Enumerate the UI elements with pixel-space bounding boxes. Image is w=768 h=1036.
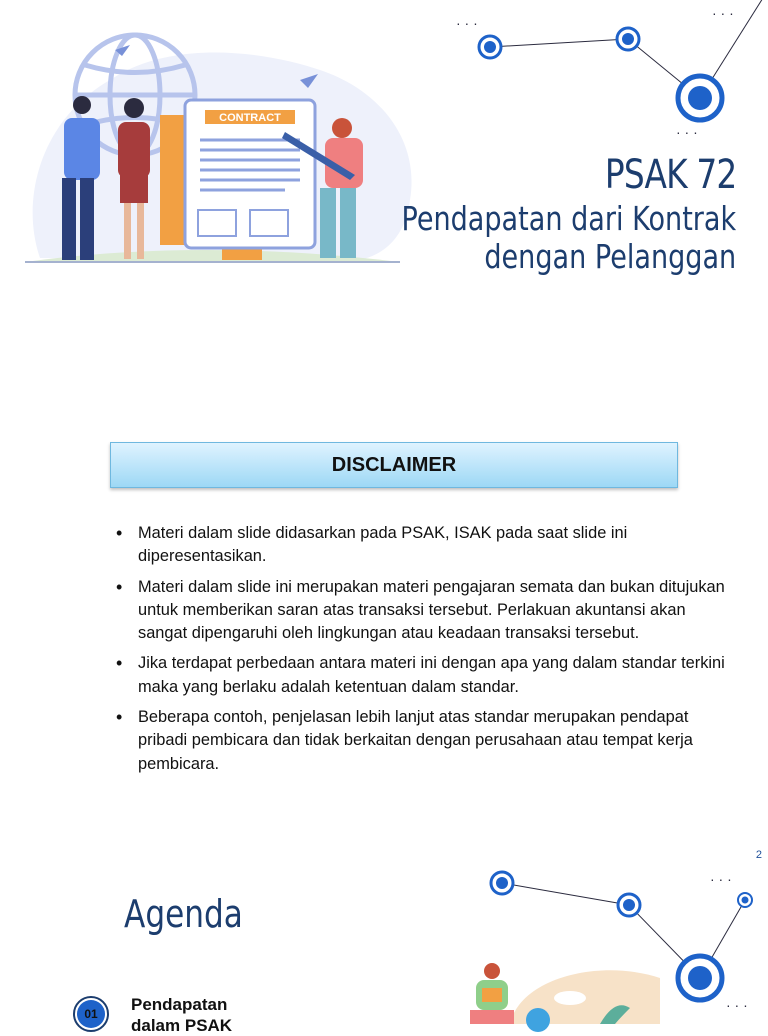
list-item: • Materi dalam slide didasarkan pada PSAK, ISAK pada saat slide ini diperesentasikan. <box>116 522 732 569</box>
reader-illustration <box>470 963 660 1032</box>
agenda-item-line-1: Pendapatan <box>131 995 228 1014</box>
list-item: • Jika terdapat perbedaan antara materi ini dengan apa yang dalam standar terkini maka yang berlaku adalah ketentuan dalam standar. <box>116 652 732 699</box>
contract-label: CONTRACT <box>219 112 281 124</box>
agenda-item-line-2: dalam PSAK <box>131 1016 233 1035</box>
agenda-title: Agenda <box>124 892 243 936</box>
slide-disclaimer <box>0 300 768 828</box>
list-item: • Beberapa contoh, penjelasan lebih lanjut atas standar merupakan pendapat pribadi pembicara dan tidak berkaitan dengan perusahaan atau tempat kerja pembicara. <box>116 706 732 776</box>
slide-title <box>0 0 768 300</box>
agenda-number: 01 <box>77 1000 105 1028</box>
svg-text:· · ·: · · · <box>676 124 698 140</box>
svg-text:· · ·: · · · <box>712 5 734 21</box>
agenda-number-badge <box>73 996 109 1032</box>
subtitle-line-1: Pendapatan dari Kontrak <box>401 199 736 238</box>
list-item: • Materi dalam slide ini merupakan materi pengajaran semata dan bukan ditujukan untuk memberikan saran atas transaksi tersebut. Perlakuan akuntansi akan sangat dipengaruhi oleh lingkungan atau keadaan transaksi tersebut. <box>116 576 732 646</box>
svg-text:· · ·: · · · <box>710 871 732 887</box>
svg-text:· · ·: · · · <box>456 15 478 31</box>
svg-text:· · ·: · · · <box>726 997 748 1013</box>
page-number: 2 <box>755 849 762 861</box>
disclaimer-title: DISCLAIMER <box>331 453 457 476</box>
agenda-decoration <box>0 828 768 1024</box>
slide-subtitle <box>401 200 736 276</box>
slide-agenda <box>0 828 768 1035</box>
disclaimer-header <box>110 442 678 488</box>
slide-title-text: PSAK 72 <box>604 152 736 198</box>
subtitle-line-2: dengan Pelanggan <box>484 237 736 276</box>
network-decoration <box>456 0 768 140</box>
agenda-item-1 <box>131 994 232 1036</box>
disclaimer-list <box>116 522 732 783</box>
